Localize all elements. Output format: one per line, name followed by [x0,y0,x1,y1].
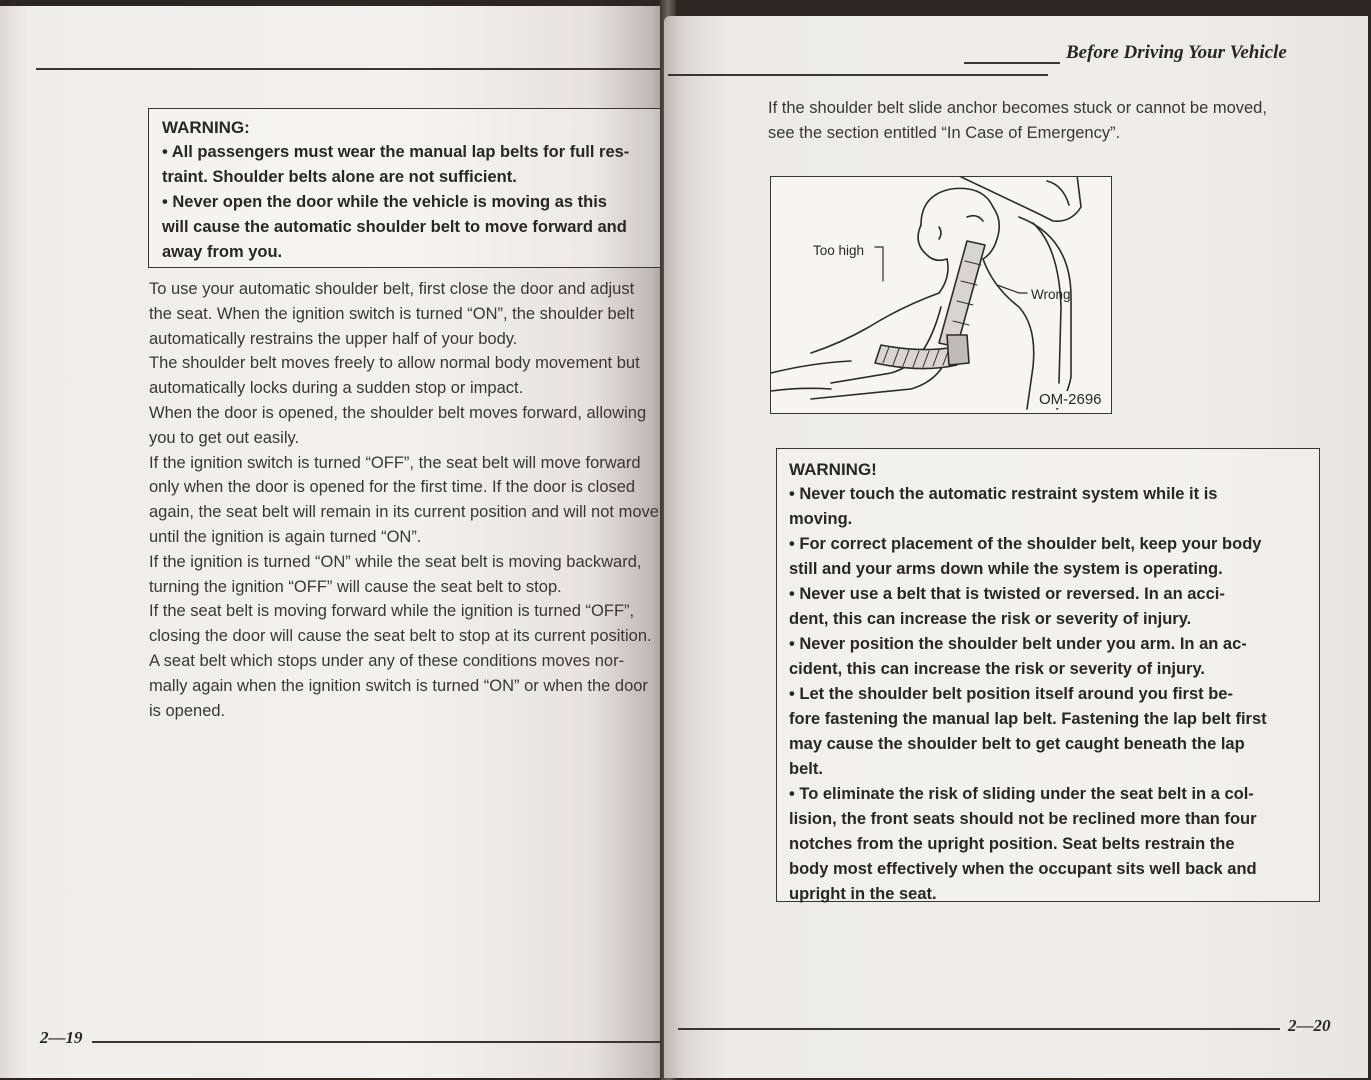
figure-label-wrong: Wrong [1031,287,1071,302]
warning-item: • Never position the shoulder belt under you arm. In an ac- cident, this can increase the risk or severity of injury. [789,635,1247,678]
paragraph: A seat belt which stops under any of these conditions moves nor- mally again when the ignition switch is turned “ON” or when the door is opened. [149,651,648,720]
seatbelt-figure [770,176,1112,414]
header-rule-right-tail [964,62,1060,64]
page-number-left: 2—19 [40,1028,83,1047]
footer-rule-right [678,1028,1280,1030]
header-rule-right [668,74,1048,76]
figure-label-too-high: Too high [813,243,865,258]
paragraph: If the seat belt is moving forward while the ignition is turned “OFF”, closing the door will cause the seat belt to stop at its current position. [149,602,652,646]
intro-paragraph: If the shoulder belt slide anchor becomes stuck or cannot be moved, see the section entitled “In Case of Emergency”. [768,99,1267,142]
warning-title: WARNING: [162,118,250,137]
warning-title: WARNING! [789,460,877,479]
warning-item: • Let the shoulder belt position itself around you first be- fore fastening the manual lap belt. Fastening the lap belt first may cause the shoulder belt to get caught beneath the lap belt. [789,685,1267,778]
page-number-right: 2—20 [1288,1016,1331,1035]
body-text-left [149,277,672,723]
right-page [664,16,1368,1078]
warning-item: • Never open the door while the vehicle is moving as this will cause the automatic shoulder belt to move forward and away from you. [162,193,627,261]
warning-item: • Never touch the automatic restraint system while it is moving. [789,485,1218,528]
paragraph: The shoulder belt moves freely to allow normal body movement but automatically locks during a sudden stop or impact. [149,354,640,398]
warning-item: • Never use a belt that is twisted or reversed. In an acci- dent, this can increase the risk or severity of injury. [789,585,1225,628]
paragraph: If the ignition is turned “ON” while the seat belt is moving backward, turning the ignition “OFF” will cause the seat belt to stop. [149,552,642,596]
left-page [0,6,672,1078]
warning-item: • To eliminate the risk of sliding under the seat belt in a col- lision, the front seats should not be reclined more than four notches from the upright position. Seat belts restrain the body most effectively when the occupant sits well back and upright in the seat. [789,785,1257,903]
figure-code: OM-2696 [1039,391,1102,408]
paragraph: To use your automatic shoulder belt, first close the door and adjust the seat. When the ignition switch is turned “ON”, the shoulder belt automatically restrains the upper half of your body. [149,280,635,348]
paragraph: When the door is opened, the shoulder belt moves forward, allowing you to get out easily. [149,403,647,447]
warning-box-left [148,108,672,268]
footer-rule-left [92,1041,672,1043]
header-rule-left [36,68,672,70]
warning-box-right [776,448,1320,902]
warning-item: • All passengers must wear the manual lap belts for full res- traint. Shoulder belts alone are not sufficient. [162,143,630,186]
paragraph: If the ignition switch is turned “OFF”, the seat belt will move forward only when the door is opened for the first time. If the door is closed again, the seat belt will remain in its current position and will not move until the ignition is again turned “ON”. [149,453,659,546]
warning-item: • For correct placement of the shoulder belt, keep your body still and your arms down while the system is operating. [789,535,1262,578]
running-header: Before Driving Your Vehicle [1066,42,1287,63]
